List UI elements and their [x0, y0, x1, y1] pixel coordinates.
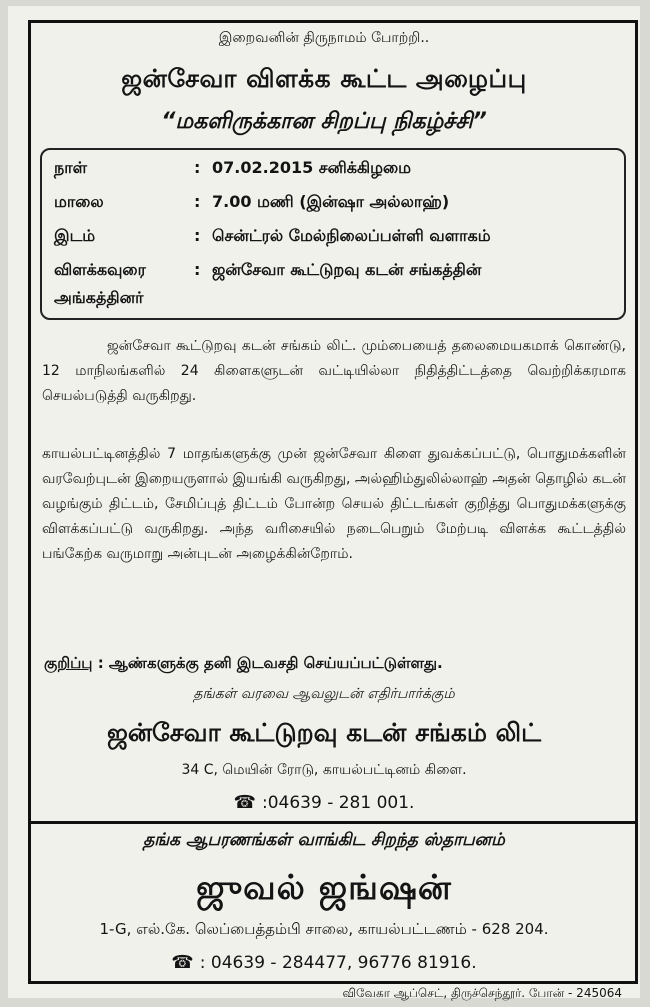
detail-value: 7.00 மணி (இன்ஷா அல்லாஹ்) — [212, 192, 450, 211]
detail-value-cont: அங்கத்தினர் — [54, 288, 144, 307]
organization-phone-row — [8, 792, 640, 813]
intro-paragraph — [42, 334, 626, 409]
phone-icon: ☎ — [233, 792, 256, 813]
detail-colon: : — [194, 158, 201, 177]
detail-label: விளக்கவுரை — [54, 260, 146, 279]
ad-address: 1-G, எல்.கே. லெப்பைத்தம்பி சாலை, காயல்பட்டணம் - 628 204. — [99, 920, 549, 938]
invitation-sheet — [8, 6, 640, 998]
page-title: ஜன்சேவா விளக்க கூட்ட அழைப்பு — [121, 64, 527, 93]
welcome-line: தங்கள் வரவை ஆவலுடன் எதிர்பார்க்கும் — [193, 686, 455, 702]
intro-text: ஜன்சேவா கூட்டுறவு கடன் சங்கம் லிட். மும்பையைத் தலைமையகமாக் கொண்டு, 12 மாநிலங்களில் 24 கிளைகளுடன் வட்டியில்லா நிதித்திட்டத்தை வெற்றிக்கரமாக செயல்படுத்தி வருகிறது. — [42, 338, 626, 404]
detail-colon: : — [194, 260, 201, 279]
section-divider — [28, 821, 638, 824]
invocation-line: இறைவனின் திருநாமம் போற்றி.. — [218, 30, 430, 46]
organization-name: ஜன்சேவா கூட்டுறவு கடன் சங்கம் லிட் — [106, 718, 542, 747]
note-label: குறிப்பு — [44, 654, 93, 672]
ad-business-name: ஜுவல் ஜங்ஷன் — [196, 868, 452, 908]
branch-paragraph — [42, 442, 626, 567]
detail-value: 07.02.2015 சனிக்கிழமை — [212, 158, 412, 177]
detail-value: ஜன்சேவா கூட்டுறவு கடன் சங்கத்தின் — [212, 260, 482, 279]
organization-phone: :04639 - 281 001. — [261, 793, 415, 813]
detail-label: இடம் — [54, 226, 96, 245]
detail-label: மாலை — [54, 192, 104, 211]
event-subtitle: “மகளிருக்கான சிறப்பு நிகழ்ச்சி” — [161, 109, 487, 134]
ad-phones: : 04639 - 284477, 96776 81916. — [199, 953, 477, 973]
phone-icon: ☎ — [171, 952, 194, 973]
event-details-box — [40, 148, 626, 320]
printer-credit: விவேகா ஆப்செட், திருச்செந்தூர். போன் - 245064 — [342, 986, 622, 1000]
note-text: : ஆண்களுக்கு தனி இடவசதி செய்யப்பட்டுள்ளது. — [92, 654, 443, 672]
branch-text: காயல்பட்டினத்தில் 7 மாதங்களுக்கு முன் ஜன்சேவா கிளை துவக்கப்பட்டு, பொதுமக்களின் வரவேற்புடன் இறையருளால் இயங்கி வருகிறது, அல்ஹிம்துலில்லாஹ் அதன் தொழில் கடன் வழங்கும் திட்டம், சேமிப்புத் திட்டம் போன்ற செயல் திட்டங்கள் குறித்து பொதுமக்களுக்கு விளக்கப்பட்டு வருகிறது. அந்த வரிசையில் நடைபெறும் மேற்படி விளக்க கூட்டத்தில் பங்கேற்க வருமாறு அன்புடன் அழைக்கின்றோம். — [42, 446, 626, 562]
organization-address: 34 C, மெயின் ரோடு, காயல்பட்டினம் கிளை. — [181, 762, 467, 778]
detail-colon: : — [194, 192, 201, 211]
detail-value: சென்ட்ரல் மேல்நிலைப்பள்ளி வளாகம் — [212, 226, 491, 245]
detail-colon: : — [194, 226, 201, 245]
note-line — [44, 654, 443, 674]
ad-tagline: தங்க ஆபரணங்கள் வாங்கிட சிறந்த ஸ்தாபனம் — [143, 830, 505, 850]
ad-phone-row — [8, 952, 640, 973]
detail-label: நாள் — [54, 158, 88, 177]
